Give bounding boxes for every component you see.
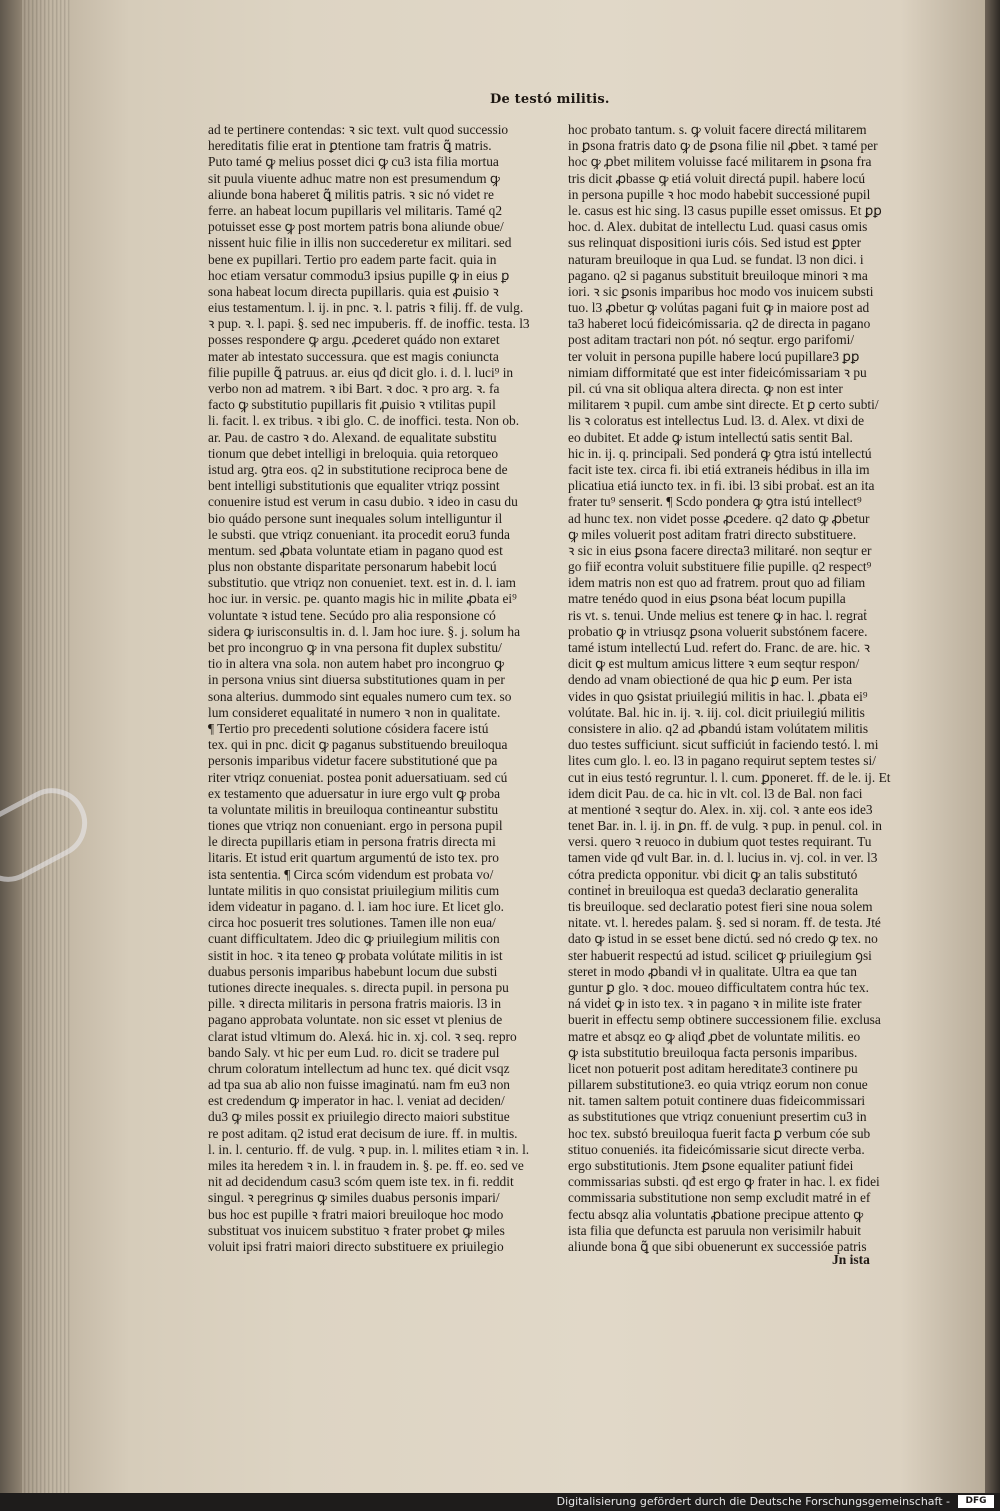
text-line: bent intelligi substitutionis que equaliter vtriqz possint: [208, 478, 500, 494]
text-line: filie pupille ꝗ̃ patruus. ar. eius qđ dicit glo. i. d. l. luci⁹ in: [208, 364, 514, 380]
text-line: bio quádo persone sunt inequales solum intelliguntur il: [208, 510, 503, 526]
text-line: clarat istud vltimum do. Alexá. hic in. xj. col. ꝛ seq. repro: [208, 1028, 517, 1044]
digitization-credit: Digitalisierung gefördert durch die Deutsche Forschungsgemeinschaft -: [556, 1495, 950, 1508]
text-line: le directa pupillaris etiam in persona fratris directa mi: [208, 834, 496, 850]
text-line: tex. qui in pnc. dicit ꝙ paganus substituendo breuiloqua: [208, 737, 508, 753]
text-line: idem dicit Pau. de ca. hic in vlt. col. l3 de Bal. non faci: [568, 785, 863, 801]
text-column-right: [568, 122, 900, 1255]
text-line: ad tpa sua ab alio non fuisse imaginatú. nam fm eu3 non: [208, 1077, 510, 1093]
text-line: personis imparibus videtur facere substitutioné que pa: [208, 753, 498, 769]
text-line: pagano. q2 si paganus substituit breuiloque minori ꝛ ma: [568, 267, 868, 283]
text-line: eius testamentum. l. ij. in pnc. ꝛ. l. patris ꝛ filij. ff. de vulg.: [208, 300, 524, 316]
text-line: commissaria substitutione non semp excludit matré in ef: [568, 1190, 871, 1206]
catchword: Jn ista: [832, 1252, 870, 1267]
text-line: est credendum ꝙ imperator in hac. l. veniat ad deciden/: [208, 1093, 505, 1109]
text-line: istud arg. ꝯtra eos. q2 in substitutione reciproca bene de: [208, 461, 508, 477]
text-line: tamé istum intellectú Lud. refert do. Franc. de are. hic. ꝛ: [568, 640, 870, 655]
text-line: licet non potuerit post aditam hereditate3 continere pu: [568, 1060, 858, 1076]
text-line: idem matris non est quo ad fratrem. prout quo ad filiam: [568, 575, 866, 591]
text-line: pille. ꝛ directa militaris in persona fratris maioris. l3 in: [208, 996, 502, 1012]
text-line: cótra predicta opponitur. vbi dicit ꝙ an talis substitutó: [568, 866, 858, 882]
text-line: ista filia que defuncta est paruula non verisimilr habuit: [568, 1222, 862, 1238]
text-line: nimiam difformitaté que est inter fideicómissariam ꝛ pu: [568, 364, 867, 380]
text-line: hoc ꝙ ꝓbet militem voluisse facé militarem in ꝑsona fra: [568, 154, 872, 170]
text-line: duo testes sufficiunt. sicut sufficiút in faciendo testó. l. mi: [568, 737, 879, 753]
text-line: hic in. ij. q. principali. Sed ponderá ꝙ ꝯtra istú intellectú: [568, 445, 872, 461]
text-column-left: [208, 122, 538, 1255]
text-line: conuenire istud est verum in casu dubio. ꝛ ideo in casu du: [208, 494, 518, 510]
text-line: luntate militis in quo consistat priuilegium militis cum: [208, 882, 500, 898]
text-line: le. casus est hic sing. l3 casus pupille esset omissus. Et ꝑꝑ: [568, 202, 882, 218]
text-line: hoc. d. Alex. dubitat de intellectu Lud. quasi casus omis: [568, 219, 868, 235]
text-line: l. in. l. centurio. ff. de vulg. ꝛ pup. in. l. milites etiam ꝛ in. l.: [208, 1141, 530, 1157]
text-line: matre tenédo quod in eius ꝑsona béat locum pupilla: [568, 591, 846, 607]
text-line: in persona vnius sint diuersa substitutiones quam in per: [208, 672, 505, 688]
text-line: lites cum glo. l. eo. l3 in pagano requirut septem testes si/: [568, 753, 876, 769]
text-line: consistere in alio. q2 ad ꝓbandú istam volútatem militis: [568, 720, 869, 736]
text-line: ar. Pau. de castro ꝛ do. Alexand. de equalitate substitu: [208, 429, 497, 445]
text-line: hereditatis filie erat in ꝑtentione tam fratris ꝗ̃ matris.: [208, 138, 492, 154]
text-line: versi. quero ꝛ reuoco in dubium quot testes requirant. Tu: [568, 834, 872, 850]
running-title: De testó militis.: [490, 92, 610, 107]
text-line: miles ita heredem ꝛ in. l. in fraudem in. §. pe. ff. eo. sed ve: [208, 1158, 524, 1173]
text-line: ster habuerit respectú ad istud. scilicet ꝙ priuilegium ꝯsi: [568, 947, 872, 963]
text-line: tionum que debet intelligi in breloquia. quia retorqueo: [208, 445, 499, 461]
text-line: li. facit. l. ex tribus. ꝛ ibi glo. C. de inoffici. testa. Non ob.: [208, 413, 520, 429]
text-line: sona habeat locum directa pupillaris. quia est ꝓuisio ꝛ: [208, 283, 499, 299]
text-line: in ꝑsona fratris dato ꝙ de ꝑsona filie nil ꝓbet. ꝛ tamé per: [568, 138, 878, 154]
text-line: steret in modo ꝓbandi vł in qualitate. Ultra ea que tan: [568, 963, 857, 979]
text-line: ris vt. s. tenui. Unde melius est tenere ꝙ in hac. l. regraṫ: [568, 607, 867, 623]
text-line: contineṫ in breuiloqua est queda3 declaratio generalita: [568, 882, 859, 898]
text-line: ferre. an habeat locum pupillaris vel militaris. Tamé q2: [208, 202, 503, 218]
text-line: verbo non ad matrem. ꝛ ibi Bart. ꝛ doc. ꝛ pro arg. ꝛ. fa: [208, 381, 500, 396]
text-line: naturam breuiloque in qua Lud. se fundat. l3 non dici. i: [568, 251, 864, 267]
text-line: sit puula viuente adhuc matre non est presumendum ꝙ: [208, 170, 500, 186]
text-line: singul. ꝛ peregrinus ꝙ similes duabus personis impari/: [208, 1190, 500, 1206]
text-line: guntur ꝑ glo. ꝛ doc. moueo difficultatem contra húc tex.: [568, 979, 869, 995]
text-line: vides in quo ꝯsistat priuilegiú militis in hac. l. ꝓbata ei⁹: [568, 688, 868, 704]
text-line: ad te pertinere contendas: ꝛ sic text. vult quod successio: [208, 122, 509, 137]
text-line: bene ex pupillari. Tertio pro eadem parte facit. quia in: [208, 251, 497, 267]
text-line: ꝙ ista substitutio breuiloqua facta personis imparibus.: [568, 1044, 858, 1060]
text-line: cuant difficultatem. Jdeo dic ꝙ priuilegium militis con: [208, 931, 500, 947]
text-line: commissarias substi. qđ est ergo ꝙ frater in hac. l. ex fidei: [568, 1174, 880, 1190]
text-line: volútate. Bal. hic in. ij. ꝛ. iij. col. dicit priuilegiú militis: [568, 704, 865, 720]
text-line: iori. ꝛ sic ꝑsonis imparibus hoc modo vos inuicem substi: [568, 283, 874, 299]
text-line: ex testamento que aduersatur in iure ergo vult ꝙ proba: [208, 785, 501, 801]
text-line: hoc tex. substó breuiloqua fuerit facta ꝑ verbum cóe sub: [568, 1125, 871, 1141]
text-line: idem videatur in pagano. d. l. iam hoc iure. Et licet glo.: [208, 899, 504, 914]
text-line: nissent huic filie in illis non succederetur ex militari. sed: [208, 235, 512, 251]
text-line: aliunde bona ꝗ̃ que sibi obuenerunt ex successióe patris: [568, 1238, 867, 1254]
text-line: circa hoc posuerit tres solutiones. Tamen ille non eua/: [208, 915, 496, 931]
text-line: ꝛ pup. ꝛ. l. papi. §. sed nec impuberis. ff. de inoffic. testa. l3: [208, 316, 530, 332]
text-line: lis ꝛ coloratus est intellectus Lud. l3. d. Alex. vt dixi de: [568, 413, 865, 429]
text-line: matre et absqz eo ꝙ aliqđ ꝓbet de voluntate militis. eo: [568, 1028, 861, 1044]
text-line: stituo conueniés. ita fideicómissarie sicut directe verba.: [568, 1141, 865, 1157]
text-line: hoc probato tantum. s. ꝙ voluit facere directá militarem: [568, 122, 867, 137]
text-line: litaris. Et istud erit quartum argumentú de isto tex. pro: [208, 850, 499, 866]
text-line: facit iste tex. circa fi. ibi etiá extraneis hédibus in illa im: [568, 461, 870, 477]
text-line: sistit in hoc. ꝛ ita teneo ꝙ probata volútate militis in ist: [208, 947, 503, 963]
text-line: aliunde bona haberet ꝗ̃ militis patris. ꝛ sic nó videt re: [208, 186, 494, 202]
text-line: probatio ꝙ in vtriusqz ꝑsona voluerit substónem facere.: [568, 623, 868, 639]
text-line: plus non obstante disparitate personarum habebit locú: [208, 559, 497, 575]
text-line: ta voluntate militis in breuiloqua contineantur substitu: [208, 801, 499, 817]
text-line: tris dicit ꝓbasse ꝙ etiá voluit directá pupil. habere locú: [568, 170, 866, 186]
text-line: lum consideret equalitaté in numero ꝛ non in qualitate.: [208, 704, 501, 720]
text-line: bet pro incongruo ꝙ in vna persona fit duplex substitu/: [208, 640, 502, 655]
text-line: sidera ꝙ iurisconsultis in. d. l. Jam hoc iure. §. j. solum ha: [208, 623, 521, 639]
text-line: plicatiua etiá iuncto tex. in fi. ibi. l3 sibi probaṫ. est an ita: [568, 478, 875, 494]
text-line: pil. cú vna sit obliqua altera directa. ꝙ non est inter: [568, 381, 843, 396]
text-line: facto ꝙ substitutio pupillaris fit ꝓuisio ꝛ vtilitas pupil: [208, 397, 496, 413]
text-line: tenet Bar. in. l. ij. in ꝑn. ff. de vulg. ꝛ pup. in penul. col. in: [568, 818, 882, 834]
text-line: hoc etiam versatur commodu3 ipsius pupille ꝙ in eius ꝑ: [208, 267, 510, 283]
text-line: nitate. vt. l. heredes palam. §. sed si noram. ff. de testa. Jté: [568, 915, 881, 931]
text-line: go fiiř econtra voluit substituere filie pupille. q2 respect⁹: [568, 559, 872, 575]
text-line: potuisset esse ꝙ post mortem patris bona aliunde obue/: [208, 219, 504, 235]
text-line: duabus personis imparibus habebunt locum due substi: [208, 963, 498, 979]
text-line: dendo ad vnam obiectioné de qua hic ꝑ eum. Per ista: [568, 672, 853, 688]
text-line: buerit in effectu semp obtinere successionem filie. exclusa: [568, 1012, 881, 1028]
text-line: fectu absqz alia voluntatis ꝓbatione precipue attento ꝙ: [568, 1206, 864, 1222]
text-line: substituat vos inuicem substituo ꝛ frater probet ꝙ miles: [208, 1222, 505, 1238]
text-line: ergo substitutionis. Jtem ꝑsone equaliter patiunṫ fidei: [568, 1158, 854, 1173]
text-line: cut in eius testó regruntur. l. l. cum. ꝑponeret. ff. de le. ij. Et: [568, 769, 891, 785]
text-line: ꝛ sic in eius ꝑsona facere directa3 militaré. non seqtur er: [568, 542, 872, 558]
text-line: tamen vide qđ vult Bar. in. d. l. lucius in. vj. col. in ver. l3: [568, 850, 878, 866]
text-line: voluit ipsi fratri maiori directo substituere ex priuilegio: [208, 1238, 504, 1254]
text-line: ná videṫ ꝙ in isto tex. ꝛ in pagano ꝛ in milite iste frater: [568, 996, 862, 1012]
text-line: pillarem substitutione3. eo quia vtriqz eorum non conue: [568, 1077, 868, 1093]
text-line: dicit ꝙ est multum amicus littere ꝛ eum seqtur respon/: [568, 656, 860, 672]
text-line: tio in altera vna sola. non autem habet pro incongruo ꝙ: [208, 656, 505, 672]
text-line: frater tu⁹ senserit. ¶ Scdo pondera ꝙ ꝯtra istú intellect⁹: [568, 494, 862, 510]
footer-bar: [0, 1493, 1000, 1511]
text-line: tis breuiloque. sed declaratio potest fieri sine noua solem: [568, 899, 873, 914]
text-line: substitutio. que vtriqz non conueniet. text. est in. d. l. iam: [208, 575, 516, 591]
text-line: riter vtriqz conueniat. postea ponit aduersatiuam. sed cú: [208, 769, 508, 785]
text-line: tuo. l3 ꝓbetur ꝙ volútas pagani fuit ꝙ in maiore post ad: [568, 300, 870, 316]
text-line: tutiones directe inequales. s. directa pupil. in persona pu: [208, 979, 509, 995]
text-line: ter voluit in persona pupille habere locú pupillare3 ꝑꝑ: [568, 348, 860, 364]
text-line: as substitutiones que vtriqz conueniunt presertim cu3 in: [568, 1109, 867, 1125]
text-line: sus relinquat dispositioni iuris cóis. Sed istud est ꝑpter: [568, 235, 862, 251]
text-line: bus hoc est pupille ꝛ fratri maiori breuiloque hoc modo: [208, 1206, 504, 1222]
text-line: re post aditam. q2 istud erat decisum de iure. ff. in multis.: [208, 1125, 518, 1141]
book-gutter: [0, 0, 22, 1493]
text-line: nit ad decidendum casu3 scóm quem iste tex. in fi. reddit: [208, 1174, 514, 1190]
dfg-logo: DFG: [958, 1495, 994, 1508]
text-line: post aditam tractari non pót. nó seqtur. ergo parifomi/: [568, 332, 855, 348]
text-line: mater ab intestato successura. que est magis coniuncta: [208, 348, 499, 364]
text-line: ista sententia. ¶ Circa scóm videndum est probata vo/: [208, 866, 494, 882]
text-line: ꝙ miles voluerit post aditam fratri directo substituere.: [568, 526, 857, 542]
book-binding-edge: [985, 0, 1000, 1493]
text-line: dato ꝙ istud in se esset bene dictú. sed nó credo ꝙ tex. no: [568, 931, 878, 947]
text-line: mentum. sed ꝓbata voluntate etiam in pagano quod est: [208, 542, 503, 558]
text-line: voluntate ꝛ istud tene. Secúdo pro alia responsione có: [208, 607, 496, 623]
text-line: bando Saly. vt hic per eum Lud. ro. dicit se tradere pul: [208, 1044, 500, 1060]
text-line: du3 ꝙ miles possit ex priuilegio directo maiori substitue: [208, 1109, 510, 1125]
text-line: le substi. que vtriqz conueniant. ita procedit eoru3 funda: [208, 526, 510, 542]
text-line: ¶ Tertio pro precedenti solutione cósidera facere istú: [208, 720, 489, 736]
text-line: posses respondere ꝙ argu. ꝓcederet quádo non extaret: [208, 332, 500, 348]
text-line: hoc iur. in versic. pe. quanto magis hic in milite ꝓbata ei⁹: [208, 591, 517, 607]
text-line: tiones que vtriqz non conueniant. ergo in persona pupil: [208, 818, 503, 834]
text-line: militarem ꝛ pupil. cum ambe sint directe. Et ꝑ certo subti/: [568, 397, 879, 413]
text-line: eo dubitet. Et adde ꝙ istum intellectú satis sentit Bal.: [568, 429, 853, 445]
text-line: chrum coloratum intellectum ad hunc tex. qué dicit vsqz: [208, 1060, 510, 1076]
text-line: Puto tamé ꝙ melius posset dici ꝙ cu3 ista filia mortua: [208, 154, 499, 170]
text-line: ad hunc tex. non videt posse ꝓcedere. q2 dato ꝙ ꝓbetur: [568, 510, 870, 526]
text-line: pagano approbata voluntate. non sic esset vt plenius de: [208, 1012, 503, 1028]
text-line: in persona pupille ꝛ hoc modo habebit successioné pupil: [568, 186, 871, 202]
text-line: at mentioné ꝛ seqtur do. Alex. in. xij. col. ꝛ ante eos ide3: [568, 801, 873, 817]
text-line: ta3 haberet locú fideicómissaria. q2 de directa in pagano: [568, 316, 871, 332]
text-line: nit. tamen saltem potuit continere duas fideicommissari: [568, 1093, 866, 1109]
text-line: sona alterius. dummodo sint equales numero cum tex. so: [208, 688, 512, 704]
